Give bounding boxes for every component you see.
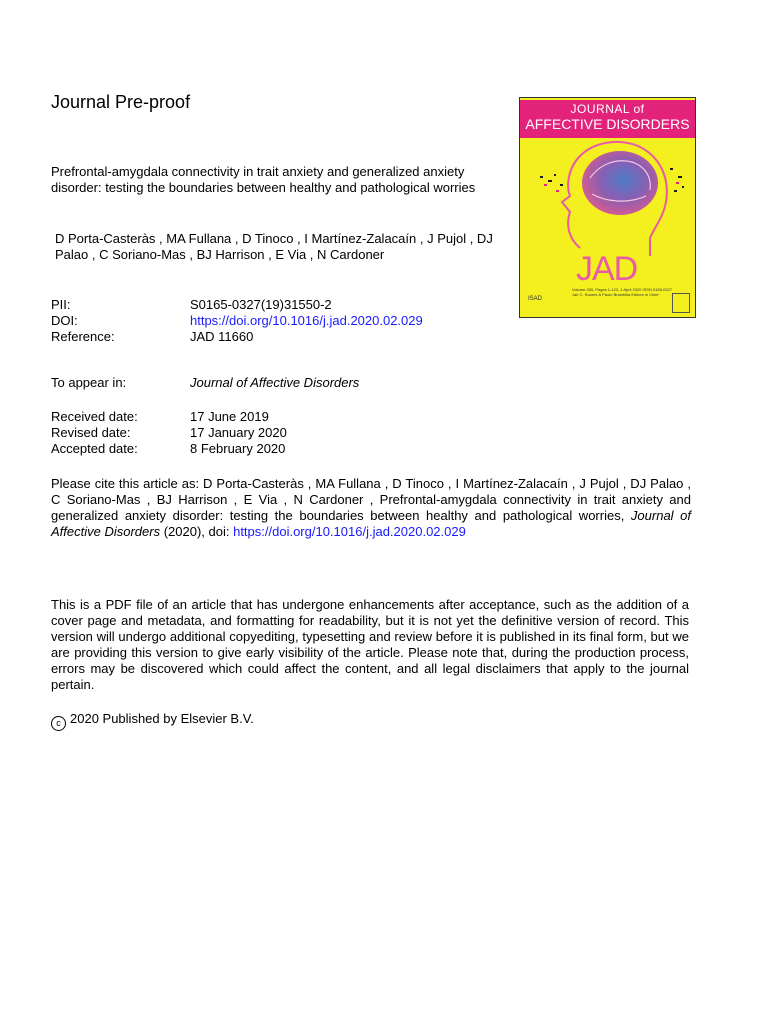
appear-label: To appear in: bbox=[51, 375, 127, 390]
revised-label: Revised date: bbox=[51, 425, 131, 440]
copyright-icon: c bbox=[51, 716, 66, 731]
cover-volume-line: Volume 255, Pages 1-123, 1 April 2020 ISSN 0165-0327 bbox=[572, 287, 673, 292]
cover-title-line2: AFFECTIVE DISORDERS bbox=[525, 116, 690, 132]
citation-doi-link[interactable]: https://doi.org/10.1016/j.jad.2020.02.029 bbox=[233, 524, 466, 539]
accepted-label: Accepted date: bbox=[51, 441, 138, 456]
copyright-text: 2020 Published by Elsevier B.V. bbox=[70, 711, 254, 726]
pii-label: PII: bbox=[51, 297, 71, 312]
accepted-value: 8 February 2020 bbox=[190, 441, 286, 456]
citation bbox=[51, 476, 691, 540]
copyright-line bbox=[51, 711, 254, 731]
doi-label: DOI: bbox=[51, 313, 78, 328]
pii-value: S0165-0327(19)31550-2 bbox=[190, 297, 332, 312]
meta-pii bbox=[51, 297, 332, 313]
author-list: D Porta-Casteràs , MA Fullana , D Tinoco , I Martínez-Zalacaín , J Pujol , DJ Palao , C Soriano-Mas , BJ Harrison , E Via , N Cardoner bbox=[55, 231, 493, 262]
meta-accepted bbox=[51, 441, 285, 457]
meta-doi bbox=[51, 313, 423, 329]
appear-value: Journal of Affective Disorders bbox=[190, 375, 360, 390]
doi-link[interactable]: https://doi.org/10.1016/j.jad.2020.02.029 bbox=[190, 313, 423, 328]
received-label: Received date: bbox=[51, 409, 138, 424]
meta-appear bbox=[51, 375, 359, 391]
reference-value: JAD 11660 bbox=[190, 329, 254, 344]
citation-prefix: Please cite this article as: D Porta-Casteràs , MA Fullana , D Tinoco , I Martínez-Zalacaín , J Pujol , DJ Palao , C Soriano-Mas , BJ Harrison , E Via , N Cardoner , Prefrontal-amygdala connectivity in trait anxiety and generalized anxiety disorder: testing the boundaries between healthy and pathological worries, bbox=[51, 476, 691, 523]
citation-middle: (2020), doi: bbox=[160, 524, 234, 539]
preproof-notice: This is a PDF file of an article that has undergone enhancements after acceptance, such as the addition of a cover page and metadata, and formatting for readability, but it is not yet the definitive version of record. This version will undergo additional copyediting, typesetting and review before it is published in its final form, but we are providing this version to give early visibility of the article. Please note that, during the production process, errors may be discovered which could affect the content, and all legal disclaimers that apply to the journal pertain. bbox=[51, 597, 689, 692]
article-title: Prefrontal-amygdala connectivity in trait anxiety and generalized anxiety disorder: testing the boundaries between healthy and pathological worries bbox=[51, 164, 476, 195]
cover-volume-info bbox=[572, 287, 682, 297]
elsevier-logo-icon bbox=[672, 293, 690, 313]
journal-cover[interactable] bbox=[519, 97, 696, 318]
cover-jad-logo: JAD bbox=[576, 250, 638, 288]
meta-received bbox=[51, 409, 269, 425]
citation-journal: Journal of Affective Disorders bbox=[51, 508, 691, 539]
cover-isad-logo: ISAD bbox=[528, 296, 543, 302]
meta-reference bbox=[51, 329, 253, 345]
received-value: 17 June 2019 bbox=[190, 409, 269, 424]
page-heading: Journal Pre-proof bbox=[51, 92, 191, 112]
reference-label: Reference: bbox=[51, 329, 115, 344]
meta-revised bbox=[51, 425, 287, 441]
cover-editors-line: Jair C. Soares & Paolo Brambilla Editors in Chief bbox=[572, 292, 659, 297]
revised-value: 17 January 2020 bbox=[190, 425, 287, 440]
cover-title-line1: JOURNAL of bbox=[570, 102, 645, 116]
